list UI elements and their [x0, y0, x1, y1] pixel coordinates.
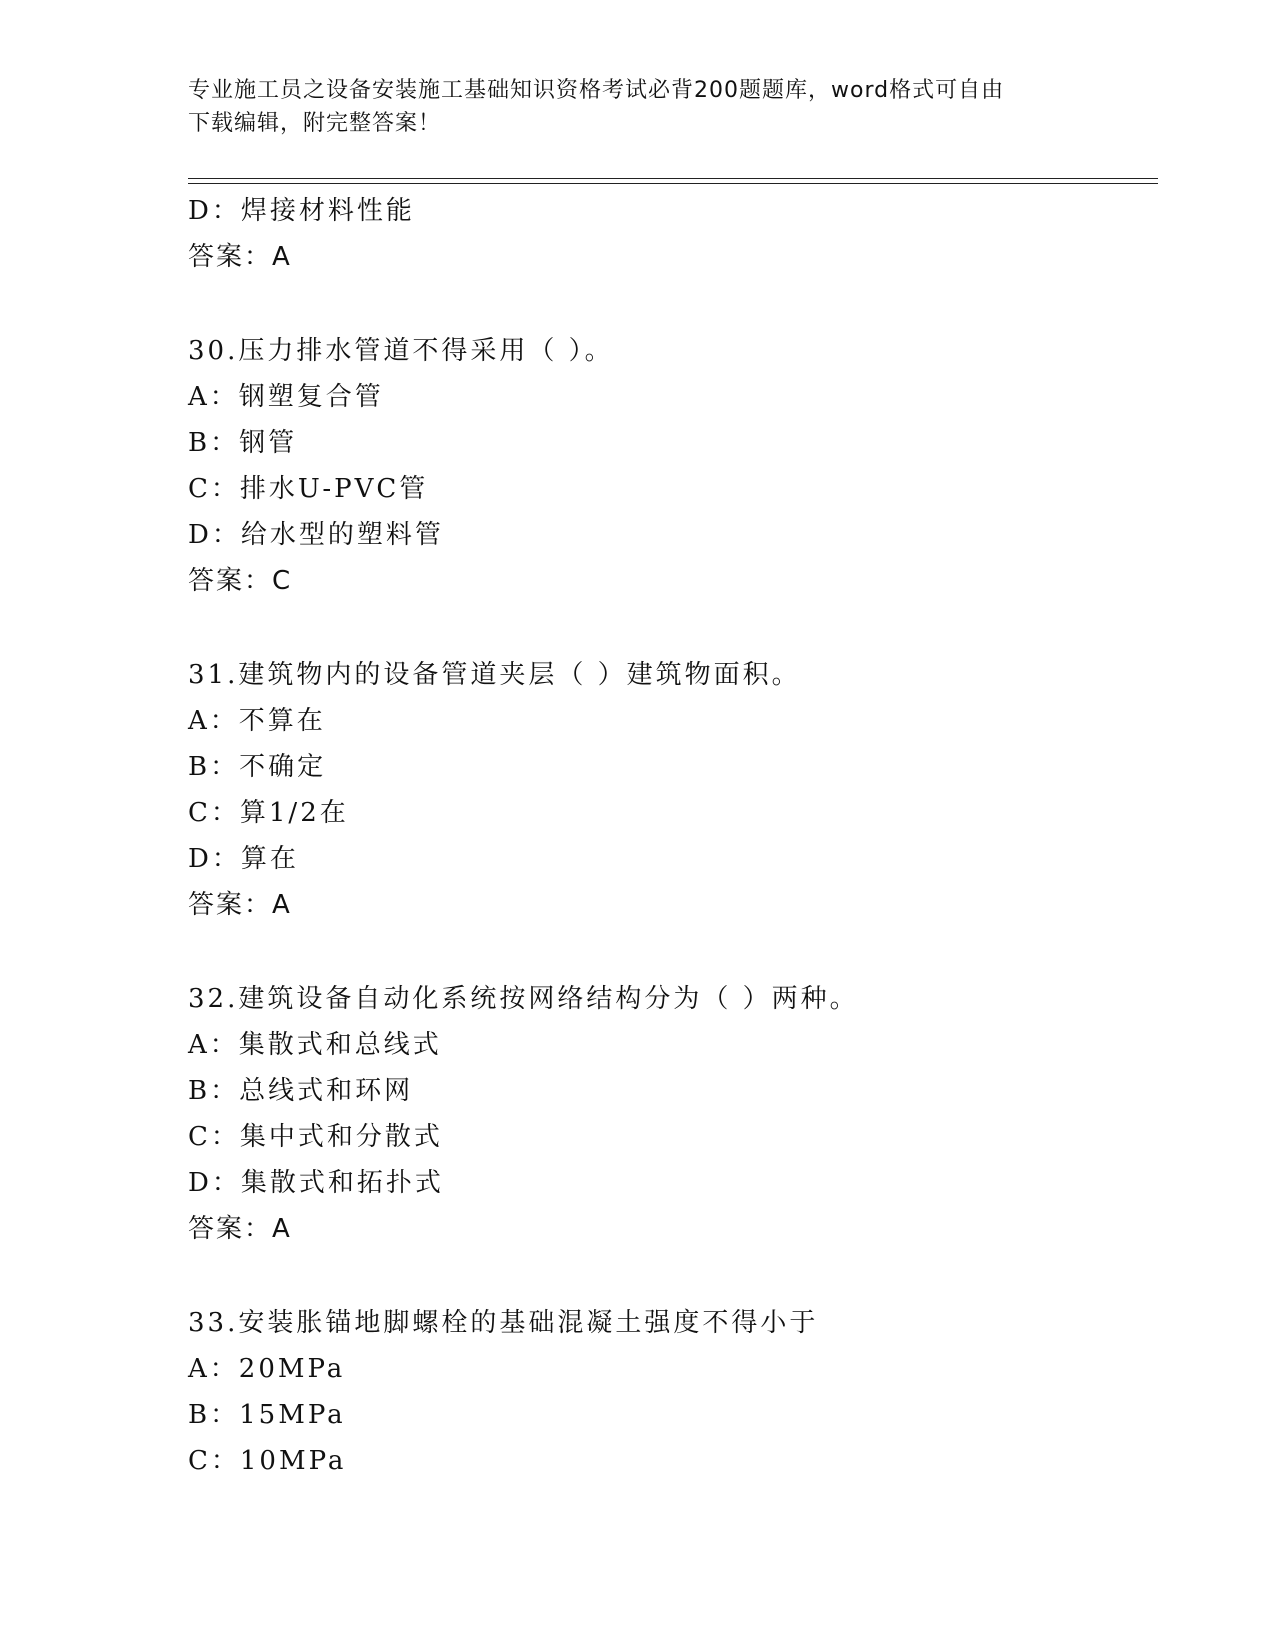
option-c: C：10MPa	[188, 1446, 347, 1476]
option-a: A：20MPa	[188, 1354, 346, 1384]
header-line-1: 专业施工员之设备安装施工基础知识资格考试必背200题题库，word格式可自由	[188, 78, 1005, 103]
option-b: B：不确定	[188, 752, 327, 782]
question-stem: 33.安装胀锚地脚螺栓的基础混凝土强度不得小于	[188, 1308, 819, 1338]
question-stem: 32.建筑设备自动化系统按网络结构分为（ ）两种。	[188, 984, 859, 1014]
option-a: A：钢塑复合管	[188, 382, 384, 412]
answer-line: 答案：A	[188, 242, 292, 272]
option-c: C：算1/2在	[188, 798, 349, 828]
option-b: B：15MPa	[188, 1400, 346, 1430]
answer-line: 答案：A	[188, 1214, 292, 1244]
option-d: D：给水型的塑料管	[188, 520, 444, 550]
option-d: D：算在	[188, 844, 299, 874]
answer-line: 答案：A	[188, 890, 292, 920]
question-list	[188, 188, 1148, 1484]
option-c: C：集中式和分散式	[188, 1122, 443, 1152]
option-c: C：排水U-PVC管	[188, 474, 429, 504]
option-b: B：总线式和环网	[188, 1076, 414, 1106]
document-header	[188, 74, 1088, 140]
option-d: D：焊接材料性能	[188, 196, 415, 226]
question-stem: 31.建筑物内的设备管道夹层（ ）建筑物面积。	[188, 660, 801, 690]
option-a: A：不算在	[188, 706, 326, 736]
option-d: D：集散式和拓扑式	[188, 1168, 444, 1198]
header-divider-bottom	[188, 183, 1158, 184]
option-b: B：钢管	[188, 428, 298, 458]
header-line-2: 下载编辑，附完整答案！	[188, 111, 442, 136]
header-divider-top	[188, 178, 1158, 179]
option-a: A：集散式和总线式	[188, 1030, 442, 1060]
answer-line: 答案：C	[188, 566, 293, 596]
question-stem: 30.压力排水管道不得采用（ ）。	[188, 336, 614, 366]
